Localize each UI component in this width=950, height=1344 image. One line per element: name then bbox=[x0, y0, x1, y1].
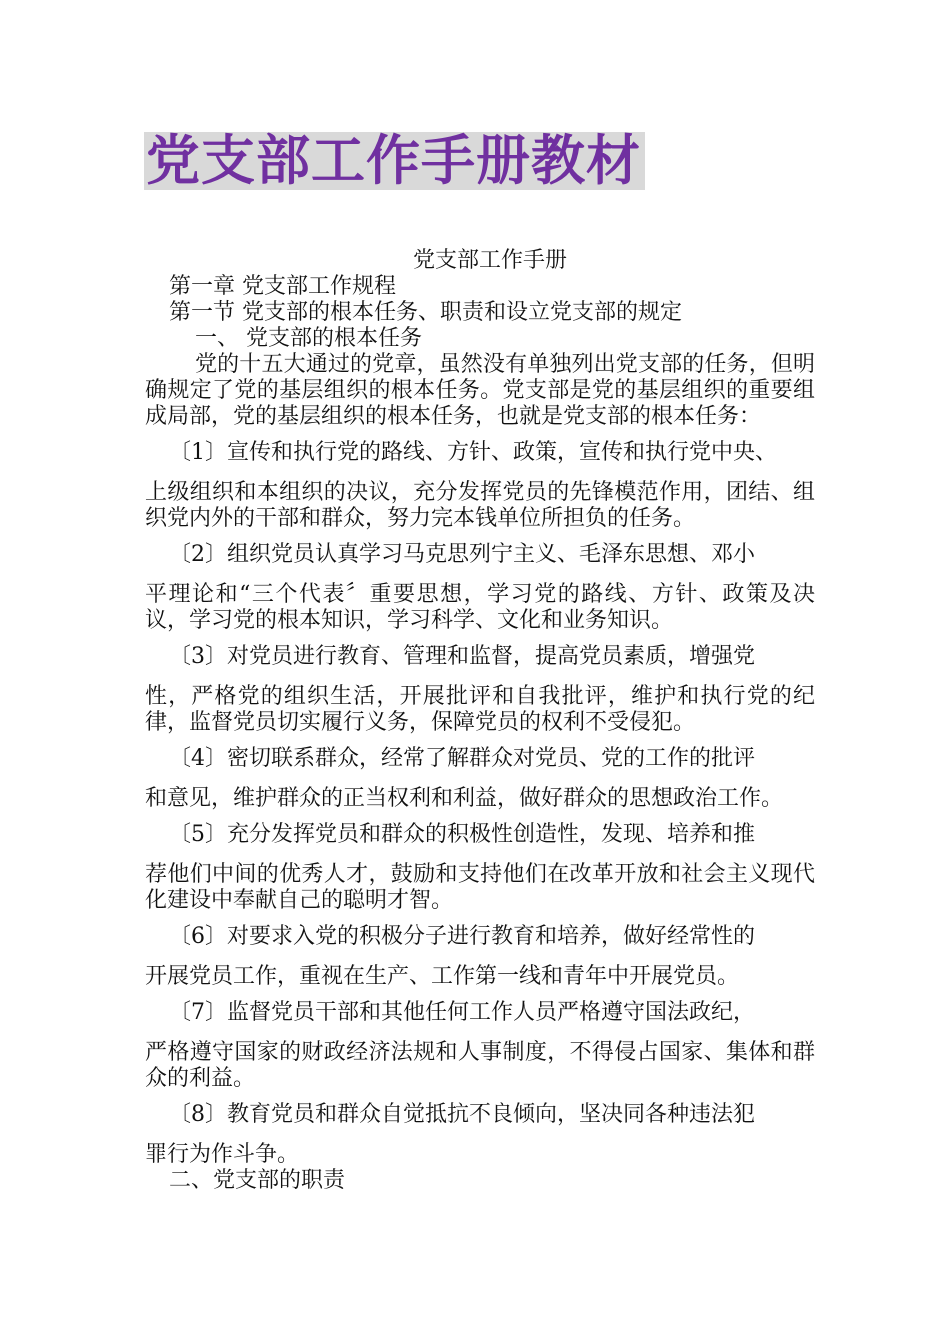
list-item bbox=[145, 542, 815, 634]
list-item-continuation: 上级组织和本组织的决议，充分发挥党员的先锋模范作用，团结、组织党内外的干部和群众，努力完本钱单位所担负的任务。 bbox=[145, 480, 815, 531]
list-item-first-line: 〔1〕宣传和执行党的路线、方针、政策，宣传和执行党中央、 bbox=[169, 440, 777, 465]
list-item-continuation: 罪行为作斗争。 bbox=[145, 1142, 300, 1167]
list-item bbox=[145, 746, 815, 812]
list-item-continuation: 和意见，维护群众的正当权利和利益，做好群众的思想政治工作。 bbox=[145, 786, 784, 811]
list-item-continuation: 性，严格党的组织生活，开展批评和自我批评，维护和执行党的纪律，监督党员切实履行义务，保障党员的权利不受侵犯。 bbox=[145, 684, 815, 735]
list-item-first-line: 〔4〕密切联系群众，经常了解群众对党员、党的工作的批评 bbox=[169, 746, 755, 771]
list-item bbox=[145, 822, 815, 914]
document-body bbox=[145, 248, 815, 1194]
list-item-continuation: 开展党员工作，重视在生产、工作第一线和青年中开展党员。 bbox=[145, 964, 740, 989]
document-title: 党支部工作手册教材 bbox=[144, 132, 645, 190]
center-heading: 党支部工作手册 bbox=[412, 248, 567, 273]
list-item-first-line: 〔6〕对要求入党的积极分子进行教育和培养，做好经常性的 bbox=[169, 924, 755, 949]
list-item-continuation: 平理论和“三个代表〞重要思想，学习党的路线、方针、政策及决议，学习党的根本知识，学习科学、文化和业务知识。 bbox=[145, 582, 815, 633]
list-item-continuation: 荐他们中间的优秀人才，鼓励和支持他们在改革开放和社会主义现代化建设中奉献自己的聪明才智。 bbox=[145, 862, 815, 913]
list-item-first-line: 〔7〕监督党员干部和其他任何工作人员严格遵守国法政纪， bbox=[169, 1000, 755, 1025]
chapter-heading: 第一章 党支部工作规程 bbox=[169, 274, 396, 299]
list-item-first-line: 〔8〕教育党员和群众自觉抵抗不良倾向，坚决同各种违法犯 bbox=[169, 1102, 755, 1127]
section-heading: 第一节 党支部的根本任务、职责和设立党支部的规定 bbox=[169, 300, 682, 325]
list-item bbox=[145, 1000, 815, 1092]
subsection-heading-2: 二、党支部的职责 bbox=[169, 1168, 346, 1193]
list-item bbox=[145, 440, 815, 532]
subsection-heading: 一、 党支部的根本任务 bbox=[195, 326, 422, 351]
list-item bbox=[145, 1102, 815, 1168]
list-item-first-line: 〔5〕充分发挥党员和群众的积极性创造性，发现、培养和推 bbox=[169, 822, 755, 847]
list-item-first-line: 〔3〕对党员进行教育、管理和监督，提高党员素质，增强党 bbox=[169, 644, 755, 669]
list-item-first-line: 〔2〕组织党员认真学习马克思列宁主义、毛泽东思想、邓小 bbox=[169, 542, 755, 567]
list-item bbox=[145, 644, 815, 736]
list-item bbox=[145, 924, 815, 990]
list-item-continuation: 严格遵守国家的财政经济法规和人事制度，不得侵占国家、集体和群众的利益。 bbox=[145, 1040, 815, 1091]
intro-paragraph: 党的十五大通过的党章，虽然没有单独列出党支部的任务，但明确规定了党的基层组织的根本任务。党支部是党的基层组织的重要组成局部，党的基层组织的根本任务，也就是党支部的根本任务： bbox=[145, 352, 815, 429]
